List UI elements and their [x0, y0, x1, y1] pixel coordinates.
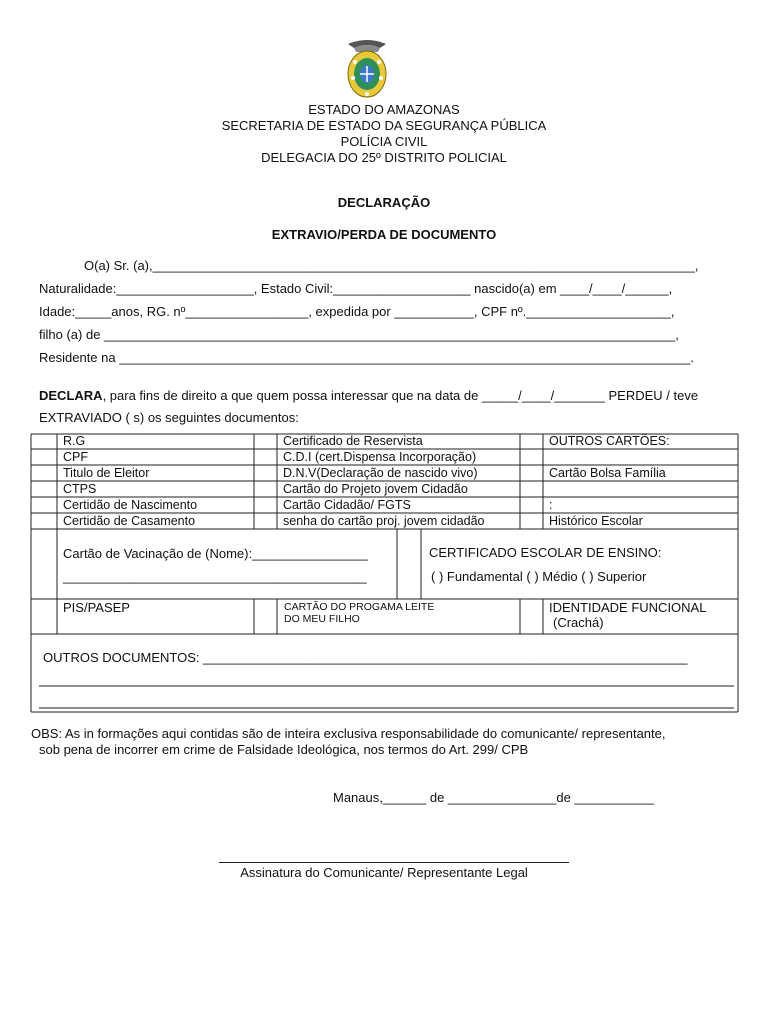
doc-cdi: C.D.I (cert.Dispensa Incorporação) [283, 450, 477, 464]
idade-rg-field-line[interactable]: Idade:_____anos, RG. nº_________________, expedida por ___________, CPF nº.____________________, [39, 304, 675, 319]
doc-pis-pasep: PIS/PASEP [63, 600, 130, 615]
doc-cartao-cidadao-fgts: Cartão Cidadão/ FGTS [283, 498, 411, 512]
vacinacao-field-line2[interactable]: __________________________________________ [63, 569, 367, 584]
document-title: DECLARAÇÃO [337, 195, 431, 210]
doc-cartao-leite-line1: CARTÃO DO PROGAMA LEITE [284, 601, 435, 613]
outros-documentos-field[interactable]: OUTROS DOCUMENTOS: ___________________________________________________________________ [43, 650, 688, 665]
doc-cpf: CPF [63, 450, 88, 464]
doc-certidao-casamento: Certidão de Casamento [63, 514, 196, 528]
doc-ctps: CTPS [63, 482, 97, 496]
state-emblem [340, 34, 394, 102]
doc-identidade-funcional: IDENTIDADE FUNCIONAL [549, 600, 707, 615]
signature-label: Assinatura do Comunicante/ Representante Legal [240, 865, 528, 880]
declara-paragraph [39, 388, 698, 403]
declara-keyword: DECLARA [39, 388, 103, 403]
doc-col3-colon: : [549, 498, 553, 512]
certificado-escolar-options[interactable]: ( ) Fundamental ( ) Médio ( ) Superior [431, 569, 647, 584]
header-line-secretaria: SECRETARIA DE ESTADO DA SEGURANÇA PÚBLICA [221, 118, 547, 133]
header-line-delegacia: DELEGACIA DO 25º DISTRITO POLICIAL [261, 150, 507, 165]
header-line-policia: POLÍCIA CIVIL [340, 134, 428, 149]
certificado-escolar-title: CERTIFICADO ESCOLAR DE ENSINO: [429, 545, 662, 560]
header-line-state: ESTADO DO AMAZONAS [308, 102, 460, 117]
doc-dnv: D.N.V(Declaração de nascido vivo) [283, 466, 478, 480]
vacinacao-field[interactable]: Cartão de Vacinação de (Nome):________________ [63, 546, 368, 561]
document-subtitle: EXTRAVIO/PERDA DE DOCUMENTO [271, 227, 497, 242]
doc-cartao-leite-line2: DO MEU FILHO [284, 613, 360, 625]
place-date-field[interactable]: Manaus,______ de _______________de ___________ [333, 790, 654, 805]
name-field-line[interactable]: O(a) Sr. (a),___________________________________________________________________________, [84, 258, 699, 273]
doc-rg: R.G [63, 434, 86, 448]
filiacao-field-line[interactable]: filho (a) de _______________________________________________________________________________, [39, 327, 679, 342]
doc-bolsa-familia: Cartão Bolsa Família [549, 466, 666, 480]
doc-certidao-nascimento: Certidão de Nascimento [63, 498, 198, 512]
doc-titulo-eleitor: Titulo de Eleitor [63, 466, 150, 480]
doc-historico-escolar: Histórico Escolar [549, 514, 643, 528]
naturalidade-field-line[interactable]: Naturalidade:___________________, Estado Civil:___________________ nascido(a) em ____/____/______, [39, 281, 673, 296]
doc-cartao-jovem-cidadao: Cartão do Projeto jovem Cidadão [283, 482, 468, 496]
doc-cracha: (Crachá) [553, 615, 604, 630]
obs-text-line2: sob pena de incorrer em crime de Falsidade Ideológica, nos termos do Art. 299/ CPB [39, 742, 529, 757]
declara-paragraph-line2: EXTRAVIADO ( s) os seguintes documentos: [39, 410, 299, 425]
residencia-field-line[interactable]: Residente na _______________________________________________________________________________. [39, 350, 695, 365]
declara-text: , para fins de direito a que quem possa interessar que na data de _____/____/_______ PERDEU / teve [102, 388, 699, 403]
obs-text-line1: OBS: As in formações aqui contidas são de inteira exclusiva responsabilidade do comunicante/ representante, [31, 726, 666, 741]
signature-line[interactable] [219, 862, 569, 863]
doc-senha-jovem-cidadao: senha do cartão proj. jovem cidadão [283, 514, 485, 528]
doc-certificado-reservista: Certificado de Reservista [283, 434, 423, 448]
doc-outros-cartoes: OUTROS CARTÕES: [549, 434, 670, 448]
